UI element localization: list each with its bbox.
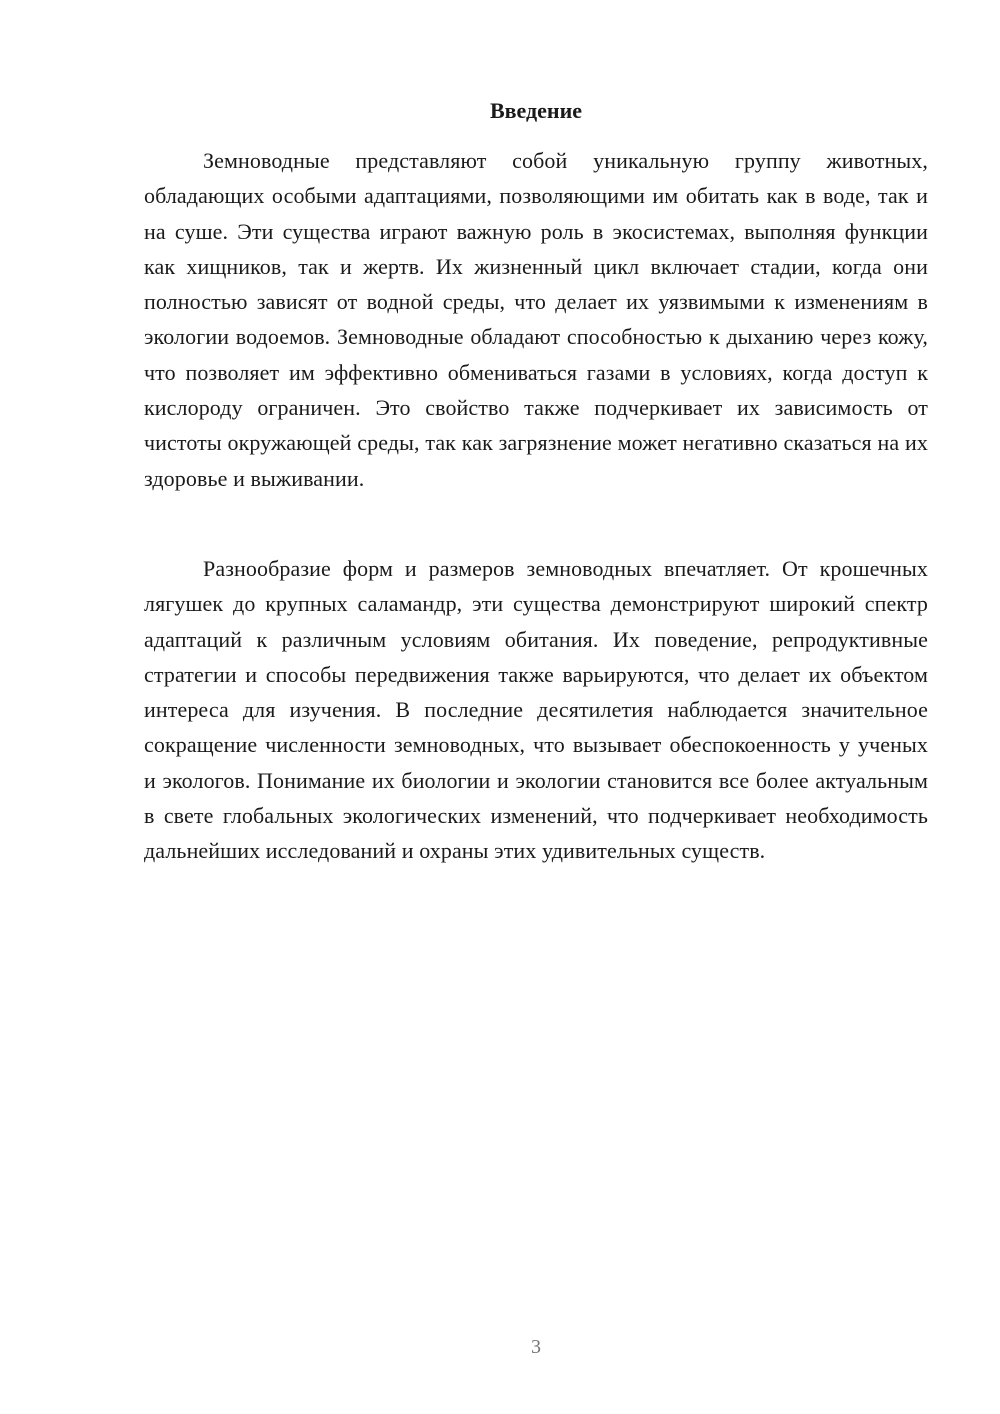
section-title: Введение — [489, 98, 583, 123]
page-number: 3 — [531, 1336, 541, 1358]
paragraph-block-2 — [144, 551, 928, 869]
paragraph-block-1 — [144, 143, 928, 496]
paragraph-intro: Земноводные представляют собой уникальную группу животных, обладающих особыми адаптациями, позволяющими им обитать как в воде, так и на суше. Эти существа играют важную роль в экосистемах, выполняя функции как хищников, так и жертв. Их жизненный цикл включает стадии, когда они полностью зависят от водной среды, что делает их уязвимыми к изменениям в экологии водоемов. Земноводные обладают способностью к дыханию через кожу, что позволяет им эффективно обмениваться газами в условиях, когда доступ к кислороду ограничен. Это свойство также подчеркивает их зависимость от чистоты окружающей среды, так как загрязнение может негативно сказаться на их здоровье и выживании. — [144, 148, 928, 491]
paragraph-diversity: Разнообразие форм и размеров земноводных впечатляет. От крошечных лягушек до крупных саламандр, эти существа демонстрируют широкий спектр адаптаций к различным условиям обитания. Их поведение, репродуктивные стратегии и способы передвижения также варьируются, что делает их объектом интереса для изучения. В последние десятилетия наблюдается значительное сокращение численности земноводных, что вызывает обеспокоенность у ученых и экологов. Понимание их биологии и экологии становится все более актуальным в свете глобальных экологических изменений, что подчеркивает необходимость дальнейших исследований и охраны этих удивительных существ. — [144, 556, 928, 864]
